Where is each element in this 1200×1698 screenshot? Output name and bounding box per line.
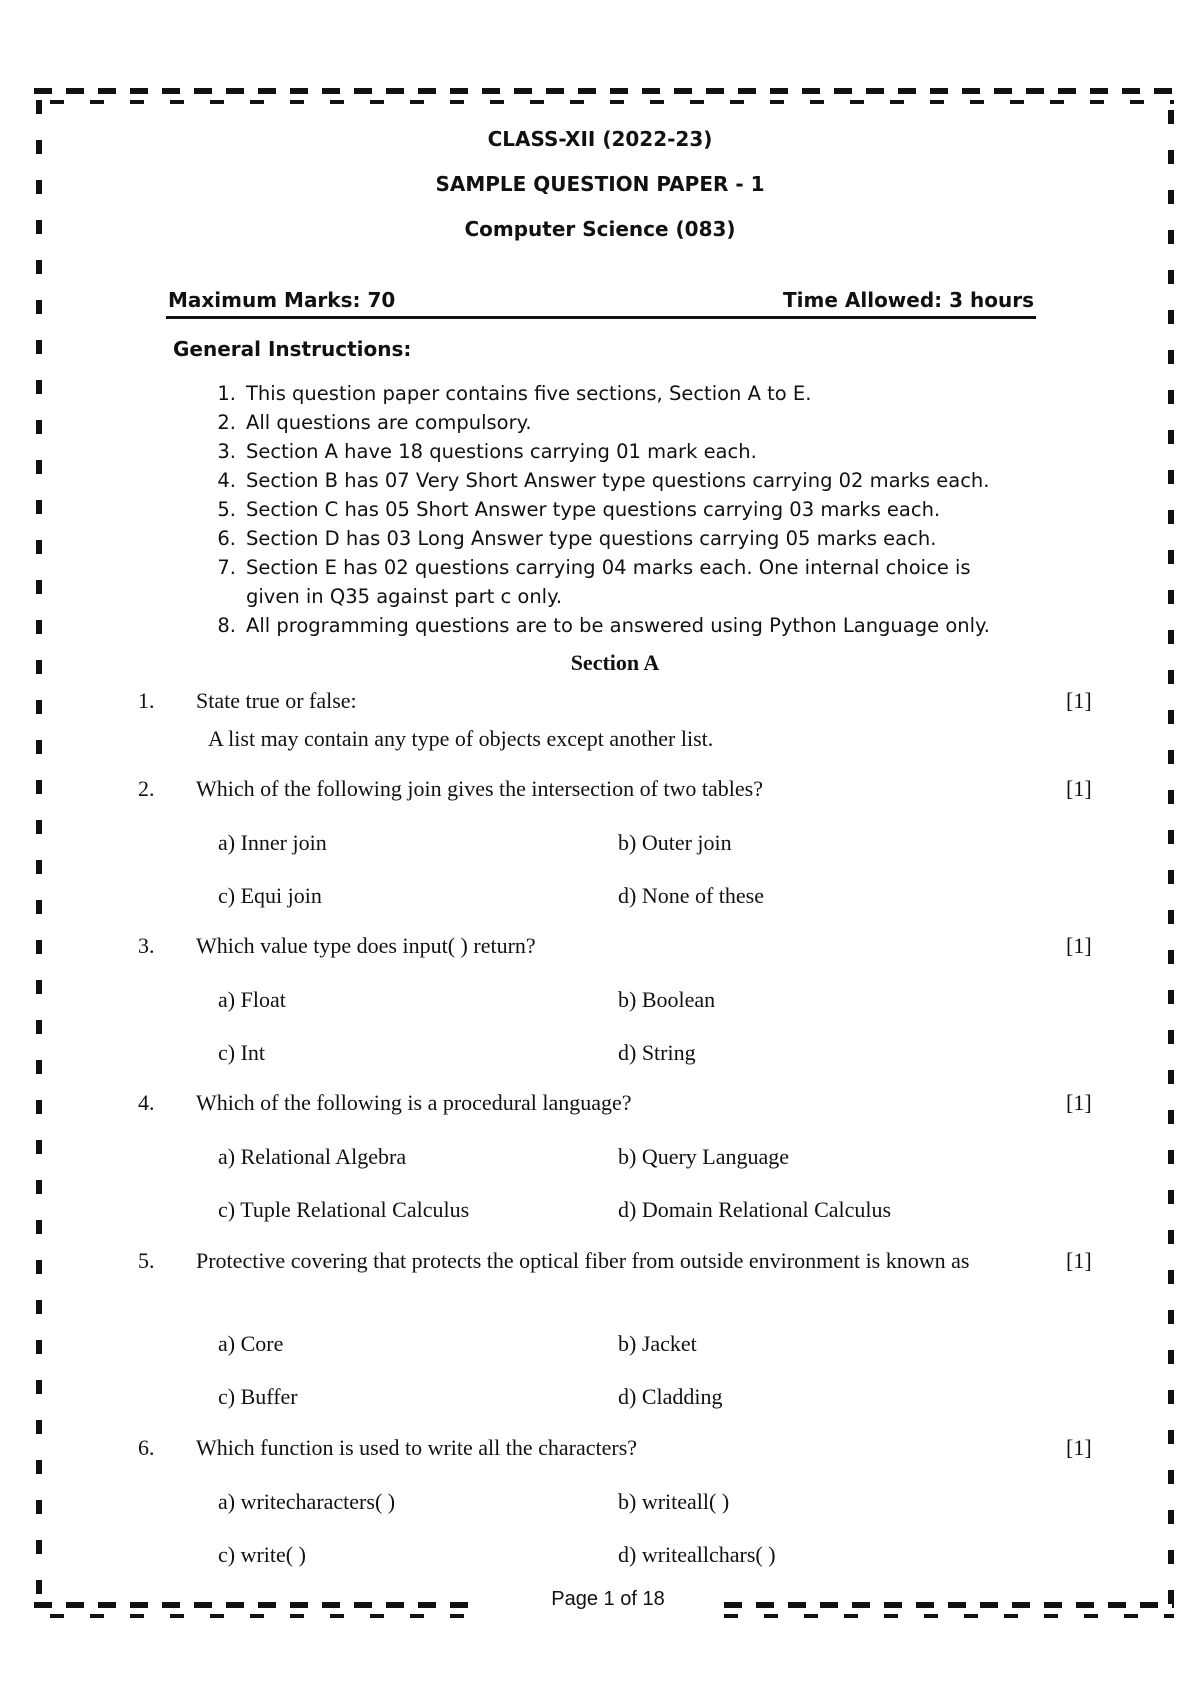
instruction-item <box>192 495 1052 524</box>
instruction-item <box>192 379 1052 408</box>
option-c: c) Tuple Relational Calculus <box>218 1197 470 1222</box>
paper-title: SAMPLE QUESTION PAPER - 1 <box>435 172 765 196</box>
page-number: Page 1 of 18 <box>551 1588 665 1610</box>
instruction-text: All questions are compulsory. <box>246 411 532 434</box>
instruction-text: Section B has 07 Very Short Answer type questions carrying 02 marks each. <box>246 469 990 492</box>
instruction-text: All programming questions are to be answered using Python Language only. <box>246 614 990 637</box>
question-marks: [1] <box>1066 688 1092 713</box>
option-a: a) Float <box>218 987 286 1012</box>
question-number: 3. <box>138 933 155 958</box>
question-text: Which value type does input( ) return? <box>196 933 536 958</box>
subject-line: Computer Science (083) <box>464 217 736 241</box>
option-b: b) Boolean <box>618 987 716 1012</box>
option-d: d) None of these <box>618 883 765 908</box>
instruction-text: This question paper contains five sections, Section A to E. <box>246 382 812 405</box>
option-c: c) Int <box>218 1040 266 1065</box>
question-subtext: A list may contain any type of objects except another list. <box>208 726 714 751</box>
question-marks: [1] <box>1066 1248 1092 1273</box>
option-b: b) Outer join <box>618 830 732 855</box>
instruction-text: Section C has 05 Short Answer type questions carrying 03 marks each. <box>246 498 941 521</box>
border-bottom-right-inner <box>724 1614 1174 1618</box>
option-d: d) String <box>618 1040 696 1065</box>
instruction-number: 6. <box>217 527 236 550</box>
max-marks: Maximum Marks: 70 <box>168 288 396 312</box>
instruction-number: 5. <box>217 498 236 521</box>
option-d: d) Cladding <box>618 1384 723 1409</box>
option-b: b) Jacket <box>618 1331 697 1356</box>
option-c: c) write( ) <box>218 1542 306 1567</box>
instruction-number: 8. <box>217 614 236 637</box>
border-left <box>36 100 42 1610</box>
question-text: Which of the following is a procedural language? <box>196 1090 632 1115</box>
question-number: 6. <box>138 1435 155 1460</box>
question-number: 5. <box>138 1248 155 1273</box>
option-d: d) Domain Relational Calculus <box>618 1197 892 1222</box>
border-bottom-left-inner <box>50 1614 482 1618</box>
header-divider <box>166 316 1036 319</box>
question-marks: [1] <box>1066 776 1092 801</box>
instruction-number: 3. <box>217 440 236 463</box>
instruction-item <box>192 437 1052 466</box>
option-d: d) writeallchars( ) <box>618 1542 776 1567</box>
option-b: b) Query Language <box>618 1144 790 1169</box>
instruction-number: 2. <box>217 411 236 434</box>
question-text: State true or false: <box>196 688 357 713</box>
instruction-item <box>192 611 1052 640</box>
border-bottom-left <box>34 1602 482 1608</box>
option-a: a) writecharacters( ) <box>218 1489 396 1514</box>
general-instructions-title: General Instructions: <box>173 337 412 361</box>
instruction-item <box>192 408 1052 437</box>
option-c: c) Equi join <box>218 883 322 908</box>
question-number: 2. <box>138 776 155 801</box>
border-bottom-right <box>724 1602 1174 1608</box>
instruction-text: Section D has 03 Long Answer type questions carrying 05 marks each. <box>246 527 937 550</box>
border-right <box>1168 110 1174 1610</box>
option-c: c) Buffer <box>218 1384 298 1409</box>
question-marks: [1] <box>1066 1090 1092 1115</box>
instruction-item <box>192 466 1052 495</box>
border-top <box>34 88 1174 94</box>
question-marks: [1] <box>1066 933 1092 958</box>
instruction-number: 1. <box>217 382 236 405</box>
question-marks: [1] <box>1066 1435 1092 1460</box>
option-b: b) writeall( ) <box>618 1489 730 1514</box>
instruction-item <box>192 524 1052 553</box>
option-a: a) Core <box>218 1331 284 1356</box>
instruction-text: Section E has 02 questions carrying 04 marks each. One internal choice is given in Q35 against part c only. <box>246 556 971 608</box>
border-top-inner <box>50 100 1174 104</box>
instruction-number: 4. <box>217 469 236 492</box>
instruction-number: 7. <box>217 556 236 579</box>
instruction-text: Section A have 18 questions carrying 01 mark each. <box>246 440 757 463</box>
question-number: 4. <box>138 1090 155 1115</box>
section-title: Section A <box>570 650 660 675</box>
question-number: 1. <box>138 688 155 713</box>
class-line: CLASS-XII (2022-23) <box>487 127 713 151</box>
marks-row <box>168 288 1034 312</box>
question-text: Protective covering that protects the optical fiber from outside environment is known as <box>196 1248 970 1273</box>
instruction-item <box>192 553 1022 611</box>
option-a: a) Relational Algebra <box>218 1144 407 1169</box>
question-text: Which function is used to write all the characters? <box>196 1435 638 1460</box>
question-text: Which of the following join gives the intersection of two tables? <box>196 776 763 801</box>
option-a: a) Inner join <box>218 830 327 855</box>
time-allowed: Time Allowed: 3 hours <box>783 288 1034 312</box>
